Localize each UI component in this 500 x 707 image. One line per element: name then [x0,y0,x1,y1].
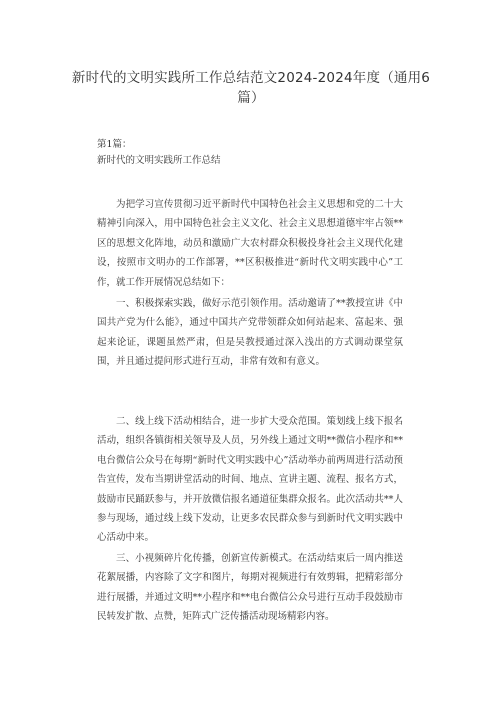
document-title: 新时代的文明实践所工作总结范文2024-2024年度（通用6篇） [71,70,431,106]
section-label: 第1篇： [97,139,132,150]
paragraph-intro: 为把学习宣传贯彻习近平新时代中国特色社会主义思想和党的二十大精神引向深入，用中国特色社会主义文化、社会主义思想道德牢牢占领**区的思想文化阵地，动员和激励广大农村群众积极投身社会主义现代化建设，按照市文明办的工作部署，**区积极推进“新时代文明实践中心”工作，就工作开展情况总结如下： [97,199,403,288]
paragraph-section-3: 三、小视频碎片化传播，创新宣传新模式。在活动结束后一周内推送花絮展播，内容除了文字和图片，每期对视频进行有效剪辑，把精彩部分进行展播，并通过文明**小程序和**电台微信公众号进行互动手段鼓励市民转发扩散、点赞，矩阵式广泛传播活动现场精彩内容。 [97,553,403,623]
document-subtitle: 新时代的文明实践所工作总结 [97,155,221,166]
paragraph-section-1: 一、积极探索实践，做好示范引领作用。活动邀请了**教授宣讲《中国共产党为什么能》，通过中国共产党带领群众如何站起来、富起来、强起来论证，课题虽然严肃，但是吴教授通过深入浅出的方式调动课堂氛围，并且通过提问形式进行互动，非常有效和有意义。 [97,298,403,368]
paragraph-section-2: 二、线上线下活动相结合，进一步扩大受众范围。策划线上线下报名活动，组织各镇街相关领导及人员，另外线上通过文明**微信小程序和**电台微信公众号在每期“新时代文明实践中心”活动举办前两周进行活动预告宣传，发布当期讲堂活动的时间、地点、宣讲主题、流程、报名方式，鼓励市民踊跃参与，并开放微信报名通道征集群众报名。此次活动共**人参与现场，通过线上线下发动，让更多农民群众参与到新时代文明实践中心活动中来。 [97,416,403,544]
